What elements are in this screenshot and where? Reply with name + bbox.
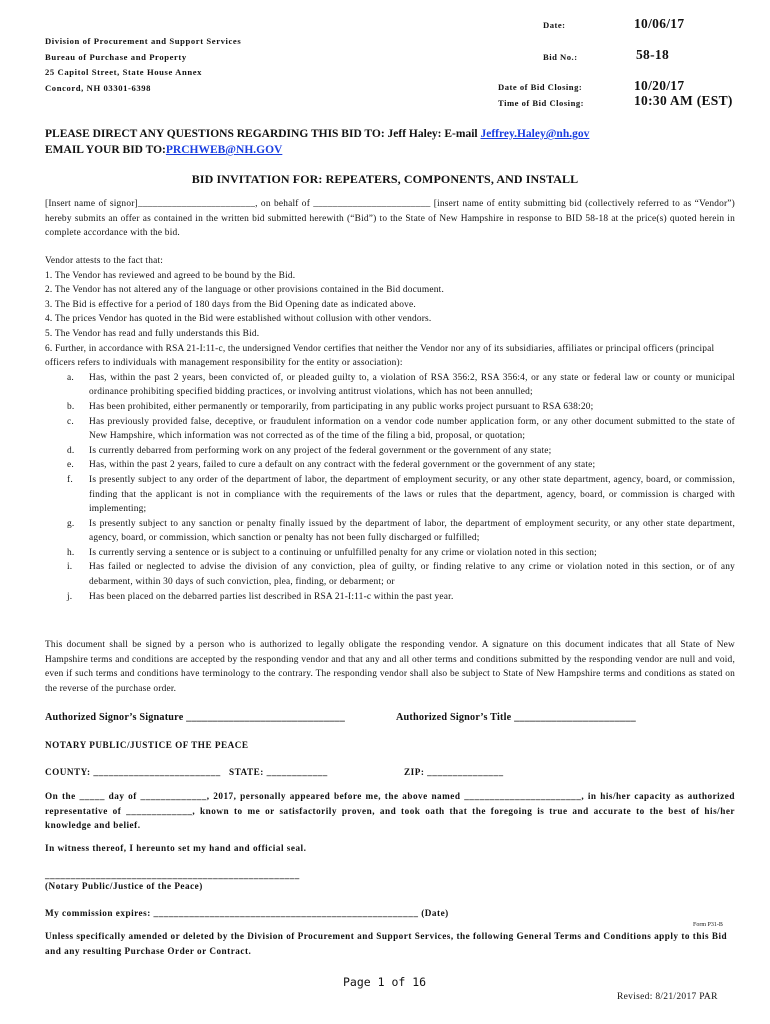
numbered-item (45, 312, 735, 327)
attests-section (45, 254, 735, 604)
sub-item-letter: a. (67, 372, 74, 383)
sub-item (45, 517, 735, 546)
numbered-item (45, 283, 735, 298)
sub-item (45, 546, 735, 561)
sub-item (45, 473, 735, 517)
notary-caption: (Notary Public/Justice of the Peace) (45, 881, 203, 891)
date-label: Date: (543, 20, 566, 30)
numbered-item (45, 342, 735, 371)
closing-time-label: Time of Bid Closing: (498, 98, 585, 108)
sub-item-text: Has been placed on the debarred parties list described in RSA 21-I:11-c within the past year. (89, 591, 454, 602)
bid-no-value: 58-18 (636, 47, 669, 62)
numbered-list (45, 269, 735, 371)
sub-item-text: Has, within the past 2 years, failed to cure a default on any contract with the federal government or the government of any state; (89, 460, 596, 471)
attests-heading: Vendor attests to the fact that: (45, 256, 164, 266)
street-address: 25 Capitol Street, State House Annex (45, 67, 203, 77)
signature-line[interactable]: Authorized Signor’s Signature ______________________________ (45, 712, 345, 723)
sub-item-text: Has previously provided false, deceptive, or fraudulent information on a vendor code number application form, or any other document submitted to the state of New Hampshire, which information was not corrected as of the time of the filing a bid, proposal, or quotation; (89, 416, 735, 442)
numbered-item (45, 269, 735, 284)
questions-text: PLEASE DIRECT ANY QUESTIONS REGARDING THIS BID TO: Jeff Haley: E-mail (45, 128, 481, 140)
item-number: 1. (45, 270, 53, 281)
sub-item-letter: b. (67, 401, 75, 412)
item-number: 5. (45, 328, 53, 339)
numbered-item (45, 298, 735, 313)
sub-item-letter: d. (67, 445, 75, 456)
notary-signature-line[interactable]: __________________________________________________ (45, 870, 300, 880)
item-text: The prices Vendor has quoted in the Bid were established without collusion with other vendors. (54, 314, 432, 325)
sub-item-text: Is presently subject to any sanction or penalty finally issued by the department of labor, the department of employment security, or any other state department, agency, board, or commission, which sanction or penalty has not been fully discharged or fulfilled; (89, 518, 735, 544)
sub-item-text: Has, within the past 2 years, been convicted of, or pleaded guilty to, a violation of RSA 356:2, RSA 356:4, or any state or federal law or county or municipal ordinance prohibiting specified bidding practices, or involving antitrust violations, which has not been annulled; (89, 372, 735, 398)
sub-item (45, 590, 735, 605)
sub-item (45, 444, 735, 459)
sub-item-letter: g. (67, 518, 75, 529)
terms-notice (45, 929, 735, 958)
page-number: Page 1 of 16 (343, 975, 427, 989)
numbered-item (45, 327, 735, 342)
sub-item-letter: h. (67, 547, 75, 558)
sub-item-letter: c. (67, 416, 74, 427)
agency-address (45, 34, 241, 96)
item-number: 4. (45, 314, 53, 325)
closing-date-value: 10/20/17 (634, 78, 685, 93)
sub-item (45, 400, 735, 415)
item-text: Further, in accordance with RSA 21-I:11-c, the undersigned Vendor certifies that neither the Vendor nor any of its subsidiaries, affiliates or principal officers (principal officers refers to individuals with management responsibility for the entity or association): (45, 343, 715, 369)
sub-item-letter: f. (67, 474, 73, 485)
sub-item-letter: e. (67, 460, 74, 471)
sub-item (45, 371, 735, 400)
questions-contact (45, 126, 589, 158)
county-field[interactable]: COUNTY: _________________________ (45, 767, 221, 777)
sub-item (45, 560, 735, 589)
state-field[interactable]: STATE: ____________ (229, 767, 328, 777)
commission-field[interactable]: My commission expires: ____________________________________________________ (Date) (45, 908, 449, 918)
witness-line: In witness thereof, I hereunto set my hand and official seal. (45, 843, 307, 853)
date-value: 10/06/17 (634, 16, 685, 31)
item-text: The Vendor has not altered any of the language or other provisions contained in the Bid document. (54, 285, 444, 296)
terms-notice-text: Unless specifically amended or deleted by the Division of Procurement and Support Services, the following General Terms and Conditions apply to this Bid and any resulting Purchase Order or Contract. (45, 931, 728, 956)
revision-date: Revised: 8/21/2017 PAR (617, 992, 718, 1002)
sub-item-text: Is currently debarred from performing work on any project of the federal government or the government of any state; (89, 445, 552, 456)
division-name: Division of Procurement and Support Services (45, 36, 242, 46)
notary-heading: NOTARY PUBLIC/JUSTICE OF THE PEACE (45, 740, 249, 750)
zip-field[interactable]: ZIP: _______________ (404, 767, 504, 777)
sub-item-letter: i. (67, 562, 73, 573)
intro-paragraph (45, 197, 735, 241)
sub-item-text: Is currently serving a sentence or is subject to a continuing or unfulfilled penalty for any crime or violation noted in this section; (89, 547, 597, 558)
bid-no-label: Bid No.: (543, 52, 578, 62)
questions-line (45, 126, 589, 142)
title-line[interactable]: Authorized Signor’s Title _______________________ (396, 712, 636, 723)
sub-item-text: Has failed or neglected to advise the division of any conviction, plea of guilty, or finding relative to any crime or violation noted in this section, or of any debarment, within 30 days of such conviction, plea, finding, or debarment; or (89, 562, 735, 588)
submit-email-link[interactable]: PRCHWEB@NH.GOV (165, 144, 283, 156)
item-number: 6. (45, 343, 53, 354)
closing-text: This document shall be signed by a person who is authorized to legally obligate the responding vendor. A signature on this document indicates that all State of New Hampshire terms and conditions are accepted by the responding vendor and that any and all other terms and conditions submitted by the responding vendor are null and void, even if such terms and conditions have terminology to the contrary. The responding vendor shall also be subject to State of New Hampshire terms and conditions as stated on the reverse of the purchase order. (45, 640, 735, 694)
item-text: The Vendor has reviewed and agreed to be bound by the Bid. (54, 270, 296, 281)
submit-text: EMAIL YOUR BID TO: (45, 144, 166, 156)
closing-paragraph (45, 638, 735, 696)
contact-email-link[interactable]: Jeffrey.Haley@nh.gov (480, 128, 590, 140)
intro-text: [Insert name of signor]________________________, on behalf of ________________________ [insert name of entity submitting bid (collectively referred to as “Vendor”) hereby submits an offer as contained in the written bid submitted herewith (“Bid”) to the State of New Hampshire in response to BID 58-18 at the price(s) quoted herein in complete accordance with the bid. (45, 199, 735, 239)
sub-item (45, 415, 735, 444)
item-number: 2. (45, 285, 53, 296)
item-number: 3. (45, 299, 53, 310)
sub-item (45, 458, 735, 473)
closing-date-label: Date of Bid Closing: (498, 82, 583, 92)
sub-item-list (45, 371, 735, 605)
notary-oath (45, 789, 735, 833)
submit-line (45, 142, 589, 158)
notary-oath-text: On the _____ day of _____________, 2017, personally appeared before me, the above named _______________________, in his/her capacity as authorized representative of _____________, known to me or satisfactorily proven, and took oath that the foregoing is true and accurate to the best of his/her knowledge and belief. (45, 791, 735, 831)
closing-time-value: 10:30 AM (EST) (634, 93, 733, 108)
bureau-name: Bureau of Purchase and Property (45, 51, 187, 62)
form-code: Form P31-B (693, 922, 723, 928)
item-text: The Vendor has read and fully understands this Bid. (54, 328, 260, 339)
document-title: BID INVITATION FOR: REPEATERS, COMPONENTS, AND INSTALL (191, 172, 579, 186)
sub-item-letter: j. (67, 591, 73, 602)
sub-item-text: Is presently subject to any order of the department of labor, the department of employment security, or any other state department, agency, board, or commission, finding that the applicant is not in compliance with the requirements of the laws or rules that the department, agency, board, or commission is charged with implementing; (89, 474, 735, 515)
city-address: Concord, NH 03301-6398 (45, 82, 152, 93)
item-text: The Bid is effective for a period of 180 days from the Bid Opening date as indicated above. (54, 299, 416, 310)
sub-item-text: Has been prohibited, either permanently or temporarily, from participating in any public works project pursuant to RSA 638:20; (89, 401, 594, 412)
